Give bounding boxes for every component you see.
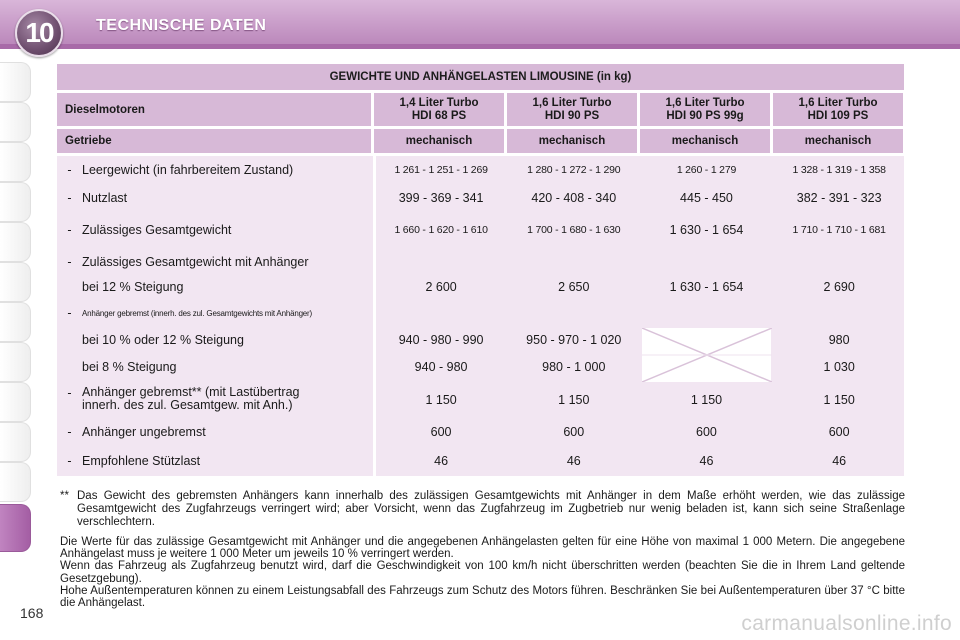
paragraph-speed: Wenn das Fahrzeug als Zugfahrzeug benutzt wird, darf die Geschwindigkeit von 100 km/h nicht überschritten werden (beachten Sie die in Ihrem Land geltende Gesetzgebung).	[60, 560, 905, 585]
table-cell: 1 660 - 1 620 - 1 610	[394, 224, 488, 236]
table-cell: 1 630 - 1 654	[669, 280, 744, 294]
table-cell: 1 150	[558, 393, 590, 407]
table-row: - Anhänger gebremst** (mit Lastübertrag innerh. des zul. Gesamtgew. mit Anh.)	[67, 385, 300, 412]
table-cell: 600	[828, 425, 850, 439]
chapter-tab[interactable]	[0, 302, 31, 342]
table-cell: 1 150	[425, 393, 457, 407]
table-row: - Anhänger ungebremst	[67, 425, 206, 439]
table-cell	[642, 298, 772, 328]
engine-column-header: 1,6 Liter Turbo HDI 90 PS 99g	[640, 93, 770, 126]
chapter-tab[interactable]	[0, 422, 31, 462]
table-row: - Empfohlene Stützlast	[67, 454, 201, 468]
table-cell: 1 261 - 1 251 - 1 269	[394, 164, 488, 176]
value-column	[642, 156, 772, 476]
table-cell	[774, 298, 904, 328]
gearbox-label: Getriebe	[57, 129, 371, 153]
cross-lines	[642, 328, 772, 382]
table-row: - Zulässiges Gesamtgewicht mit Anhänger	[67, 255, 309, 269]
chapter-tab[interactable]	[0, 182, 31, 222]
engine-label: Dieselmotoren	[57, 93, 371, 126]
chapter-tab[interactable]	[0, 262, 31, 302]
table-cell: 940 - 980 - 990	[398, 333, 484, 347]
table-row: - Leergewicht (in fahrbereitem Zustand)	[67, 163, 294, 177]
footnote-text: Das Gewicht des gebremsten Anhängers kann innerhalb des zulässigen Gesamtgewichts mit Anhänger in dem Maße erhöht werden, wie das zulässige Gesamtgewicht des Zugfahrzeugs verringert wird; aber Vorsicht, wenn das Zugfahrzeug im Zugbetrieb nur wenig beladen ist, kann sich seine Straßenlage verschlechtern.	[77, 490, 905, 528]
chapter-title: TECHNISCHE DATEN	[96, 17, 267, 34]
table-row: - Zulässiges Gesamtgewicht	[67, 223, 232, 237]
engine-column-header: 1,6 Liter Turbo HDI 109 PS	[773, 93, 903, 126]
chapter-tab[interactable]	[0, 62, 31, 102]
watermark: carmanualsonline.info	[741, 612, 952, 635]
not-applicable-cell	[642, 328, 772, 382]
gearbox-row	[57, 129, 904, 153]
engine-column-header: 1,4 Liter Turbo HDI 68 PS	[374, 93, 504, 126]
chapter-tab[interactable]	[0, 382, 31, 422]
chapter-tabs	[0, 62, 34, 562]
paragraph-altitude: Die Werte für das zulässige Gesamtgewicht mit Anhänger und die angegebenen Anhängelasten gelten für eine Höhe von maximal 1 000 Metern. Die angegebene Anhängelast muss je weitere 1 000 Meter um jeweils 10 % verringert werden.	[60, 536, 905, 561]
table-row: - Nutzlast	[67, 191, 128, 205]
table-cell: 46	[832, 454, 847, 468]
table-cell: 1 260 - 1 279	[676, 164, 737, 176]
weights-table	[57, 64, 904, 476]
table-cell: 399 - 369 - 341	[398, 191, 484, 205]
table-cell: 2 650	[558, 280, 590, 294]
table-cell	[509, 298, 639, 328]
info-paragraphs	[60, 536, 905, 609]
table-cell: 46	[699, 454, 714, 468]
gearbox-value: mechanisch	[640, 129, 770, 153]
table-cell: 1 030	[823, 360, 855, 374]
engine-column-header: 1,6 Liter Turbo HDI 90 PS	[507, 93, 637, 126]
table-cell	[774, 248, 904, 276]
label-column	[57, 156, 370, 476]
table-row: bei 10 % oder 12 % Steigung	[82, 333, 244, 347]
chapter-tab[interactable]	[0, 142, 31, 182]
table-row: bei 12 % Steigung	[82, 280, 184, 294]
table-cell: 1 328 - 1 319 - 1 358	[792, 164, 886, 176]
chapter-tab-active[interactable]	[0, 504, 31, 552]
table-cell: 46	[434, 454, 449, 468]
table-cell: 980	[828, 333, 850, 347]
table-cell: 950 - 970 - 1 020	[526, 333, 622, 347]
header-strip	[0, 44, 960, 49]
table-cell: 1 150	[690, 393, 723, 407]
table-body	[57, 156, 904, 476]
table-cell: 600	[430, 425, 452, 439]
table-row: - Anhänger gebremst (innerh. des zul. Gesamtgewichts mit Anhänger)	[67, 306, 312, 320]
table-cell: 600	[696, 425, 717, 439]
table-cell	[376, 298, 506, 328]
gearbox-value: mechanisch	[374, 129, 504, 153]
table-cell	[509, 248, 639, 276]
engine-header-row	[57, 93, 904, 126]
paragraph-temperature: Hohe Außentemperaturen können zu einem Leistungsabfall des Fahrzeugs zum Schutz des Motors führen. Beschränken Sie bei Außentemperaturen über 37 °C bitte die Anhängelast.	[60, 584, 905, 610]
table-cell: 2 600	[425, 280, 457, 294]
table-cell	[376, 248, 506, 276]
table-cell: 1 630 - 1 654	[669, 223, 744, 237]
page-number: 168	[20, 605, 44, 621]
gearbox-value: mechanisch	[507, 129, 637, 153]
chapter-tab[interactable]	[0, 342, 31, 382]
table-cell: 420 - 408 - 340	[531, 191, 617, 205]
table-cell: 382 - 391 - 323	[796, 191, 882, 205]
chapter-tab[interactable]	[0, 462, 31, 502]
table-cell: 1 150	[823, 393, 855, 407]
footnote-marker: **	[60, 490, 69, 502]
table-cell	[642, 248, 772, 276]
table-cell: 46	[566, 454, 581, 468]
table-cell: 600	[563, 425, 585, 439]
table-cell: 445 - 450	[680, 191, 733, 205]
gearbox-value: mechanisch	[773, 129, 903, 153]
value-column	[774, 156, 904, 476]
table-cell: 2 690	[823, 280, 855, 294]
chapter-tab[interactable]	[0, 102, 31, 142]
table-cell: 940 - 980	[414, 360, 468, 374]
table-cell: 1 710 - 1 710 - 1 681	[792, 224, 886, 236]
table-title: GEWICHTE UND ANHÄNGELASTEN LIMOUSINE (in kg)	[57, 64, 904, 90]
value-column	[373, 156, 506, 476]
table-cell: 1 700 - 1 680 - 1 630	[527, 224, 621, 236]
table-cell: 980 - 1 000	[542, 360, 606, 374]
chapter-badge: 10	[15, 9, 63, 57]
chapter-tab[interactable]	[0, 222, 31, 262]
table-row: bei 8 % Steigung	[82, 360, 177, 374]
footnote	[60, 490, 905, 529]
value-column	[509, 156, 639, 476]
table-cell: 1 280 - 1 272 - 1 290	[527, 164, 621, 176]
